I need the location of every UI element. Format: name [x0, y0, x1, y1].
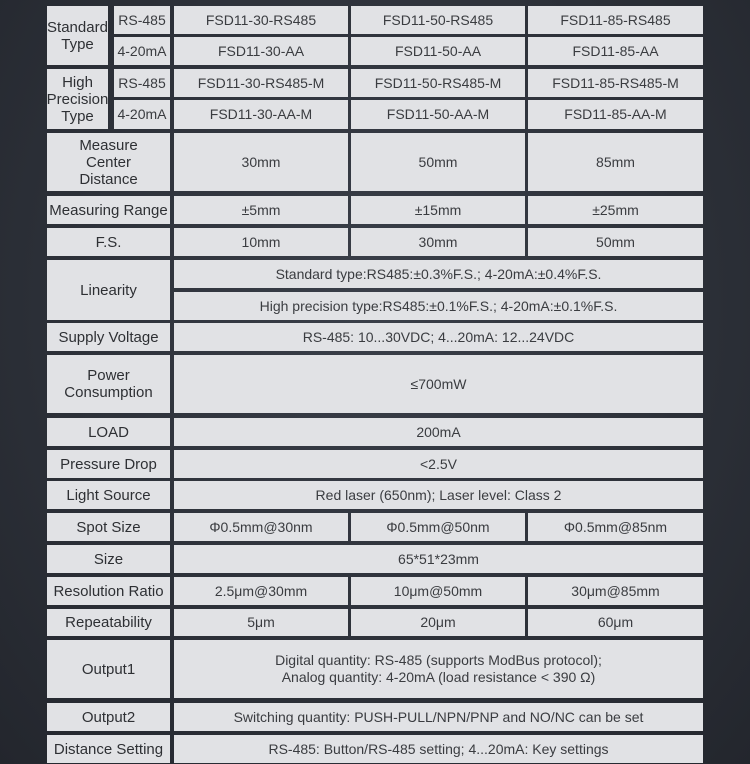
standard-rs485-label: RS-485 — [114, 6, 170, 34]
load-label: LOAD — [47, 418, 170, 446]
light-source-label: Light Source — [47, 481, 170, 509]
repeatability-30: 5μm — [174, 609, 348, 636]
measuring-range-label: Measuring Range — [47, 196, 170, 224]
size-label: Size — [47, 545, 170, 573]
linearity-high: High precision type:RS485:±0.1%F.S.; 4-20mA:±0.1%F.S. — [174, 292, 703, 320]
std-rs485-30: FSD11-30-RS485 — [174, 6, 348, 34]
spot-size-30: Φ0.5mm@30nm — [174, 513, 348, 541]
load-value: 200mA — [174, 418, 703, 446]
repeatability-50: 20μm — [351, 609, 525, 636]
supply-voltage-value: RS-485: 10...30VDC; 4...20mA: 12...24VDC — [174, 323, 703, 351]
distance-setting-value: RS-485: Button/RS-485 setting; 4...20mA: Key settings — [174, 735, 703, 763]
measuring-range-50: ±15mm — [351, 196, 525, 224]
hp-rs485-label: RS-485 — [114, 69, 170, 97]
light-source-value: Red laser (650nm); Laser level: Class 2 — [174, 481, 703, 509]
std-rs485-50: FSD11-50-RS485 — [351, 6, 525, 34]
repeatability-label: Repeatability — [47, 609, 170, 636]
spot-size-label: Spot Size — [47, 513, 170, 541]
output1-label: Output1 — [47, 640, 170, 698]
resolution-30: 2.5μm@30mm — [174, 577, 348, 605]
linearity-standard: Standard type:RS485:±0.3%F.S.; 4-20mA:±0.4%F.S. — [174, 260, 703, 288]
measure-center-label: Measure Center Distance — [47, 133, 170, 191]
standard-aa-label: 4-20mA — [114, 37, 170, 65]
std-rs485-85: FSD11-85-RS485 — [528, 6, 703, 34]
repeatability-85: 60μm — [528, 609, 703, 636]
power-consumption-label: Power Consumption — [47, 355, 170, 413]
hp-rs485-50: FSD11-50-RS485-M — [351, 69, 525, 97]
measure-center-85: 85mm — [528, 133, 703, 191]
high-precision-type-label: High Precision Type — [47, 69, 108, 129]
resolution-ratio-label: Resolution Ratio — [47, 577, 170, 605]
distance-setting-label: Distance Setting — [47, 735, 170, 763]
hp-aa-50: FSD11-50-AA-M — [351, 100, 525, 129]
fs-85: 50mm — [528, 228, 703, 256]
standard-type-label: Standard Type — [47, 6, 108, 65]
fs-30: 10mm — [174, 228, 348, 256]
std-aa-30: FSD11-30-AA — [174, 37, 348, 65]
output1-line2: Analog quantity: 4-20mA (load resistance < 390 Ω) — [281, 669, 596, 685]
size-value: 65*51*23mm — [174, 545, 703, 573]
hp-aa-label: 4-20mA — [114, 100, 170, 129]
measure-center-30: 30mm — [174, 133, 348, 191]
std-aa-85: FSD11-85-AA — [528, 37, 703, 65]
supply-voltage-label: Supply Voltage — [47, 323, 170, 351]
hp-rs485-30: FSD11-30-RS485-M — [174, 69, 348, 97]
hp-aa-85: FSD11-85-AA-M — [528, 100, 703, 129]
pressure-drop-value: <2.5V — [174, 450, 703, 478]
measure-center-50: 50mm — [351, 133, 525, 191]
output1-value — [174, 640, 703, 698]
measuring-range-85: ±25mm — [528, 196, 703, 224]
hp-rs485-85: FSD11-85-RS485-M — [528, 69, 703, 97]
fs-label: F.S. — [47, 228, 170, 256]
hp-aa-30: FSD11-30-AA-M — [174, 100, 348, 129]
spot-size-50: Φ0.5mm@50nm — [351, 513, 525, 541]
resolution-50: 10μm@50mm — [351, 577, 525, 605]
measuring-range-30: ±5mm — [174, 196, 348, 224]
output1-line1: Digital quantity: RS-485 (supports ModBus protocol); — [275, 652, 602, 668]
output2-label: Output2 — [47, 703, 170, 731]
std-aa-50: FSD11-50-AA — [351, 37, 525, 65]
resolution-85: 30μm@85mm — [528, 577, 703, 605]
pressure-drop-label: Pressure Drop — [47, 450, 170, 478]
power-consumption-value: ≤700mW — [174, 355, 703, 413]
fs-50: 30mm — [351, 228, 525, 256]
linearity-label: Linearity — [47, 260, 170, 320]
output2-value: Switching quantity: PUSH-PULL/NPN/PNP and NO/NC can be set — [174, 703, 703, 731]
spot-size-85: Φ0.5mm@85nm — [528, 513, 703, 541]
